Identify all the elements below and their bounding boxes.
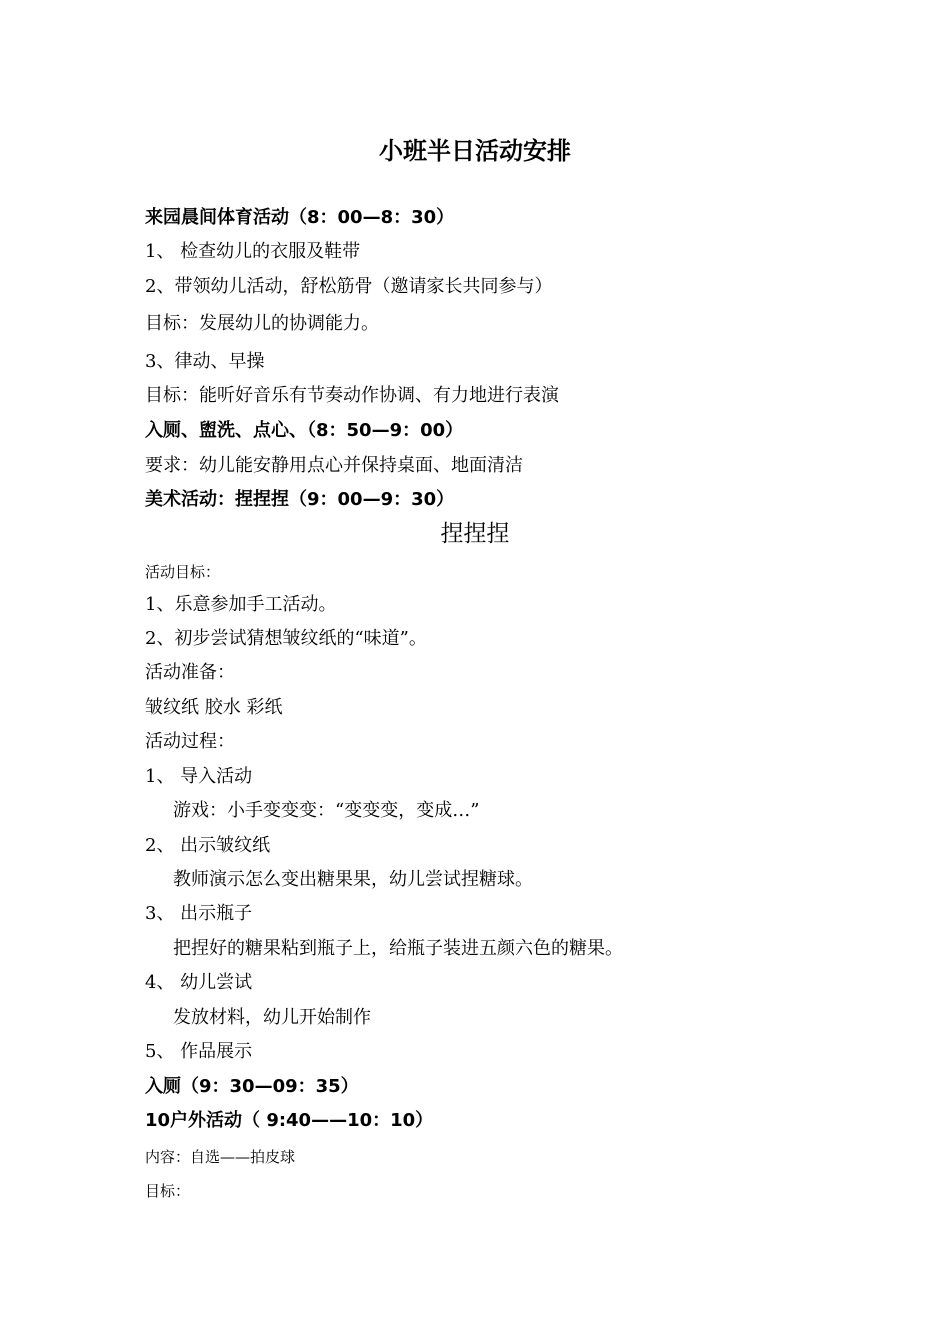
art-process-label: 活动过程： <box>145 731 235 752</box>
section-outdoor-heading: 10户外活动（ 9:40——10：10） <box>145 1110 434 1131</box>
section-snack-heading: 入厕、盥洗、点心、（8：50—9：00） <box>145 420 464 441</box>
art-step-3-detail: 把捏好的糖果粘到瓶子上，给瓶子装进五颜六色的糖果。 <box>173 938 623 959</box>
section-morning-heading: 来园晨间体育活动（8：00—8：30） <box>145 207 455 228</box>
outdoor-content: 内容：自选——拍皮球 <box>145 1148 296 1166</box>
morning-goal-1: 目标：发展幼儿的协调能力。 <box>145 313 379 334</box>
art-step-4-detail: 发放材料，幼儿开始制作 <box>173 1007 371 1028</box>
art-subtitle: 捏捏捏 <box>440 521 510 547</box>
morning-item-2: 2、带领幼儿活动，舒松筋骨（邀请家长共同参与） <box>145 276 553 297</box>
art-step-5: 5、 作品展示 <box>145 1041 253 1062</box>
art-goal-1: 1、乐意参加手工活动。 <box>145 594 337 615</box>
art-prep-label: 活动准备： <box>145 662 235 683</box>
art-step-2: 2、 出示皱纹纸 <box>145 835 271 856</box>
morning-item-3: 3、律动、早操 <box>145 351 265 372</box>
snack-requirement: 要求：幼儿能安静用点心并保持桌面、地面清洁 <box>145 455 523 476</box>
art-prep-materials: 皱纹纸 胶水 彩纸 <box>145 697 283 718</box>
outdoor-goal: 目标： <box>145 1182 191 1200</box>
morning-goal-2: 目标：能听好音乐有节奏动作协调、有力地进行表演 <box>145 385 559 406</box>
section-art-heading: 美术活动：捏捏捏（9：00—9：30） <box>145 489 455 510</box>
morning-item-1: 1、 检查幼儿的衣服及鞋带 <box>145 241 361 262</box>
section-toilet-heading: 入厕（9：30—09：35） <box>145 1076 359 1097</box>
art-step-1-detail: 游戏：小手变变变：“变变变，变成…” <box>173 800 480 821</box>
art-step-1: 1、 导入活动 <box>145 766 253 787</box>
document-title: 小班半日活动安排 <box>379 136 571 165</box>
art-goal-2: 2、初步尝试猜想皱纹纸的“味道”。 <box>145 628 427 649</box>
art-step-3: 3、 出示瓶子 <box>145 903 253 924</box>
art-step-2-detail: 教师演示怎么变出糖果果，幼儿尝试捏糖球。 <box>173 869 533 890</box>
art-goal-label: 活动目标： <box>145 563 221 581</box>
art-step-4: 4、 幼儿尝试 <box>145 972 253 993</box>
